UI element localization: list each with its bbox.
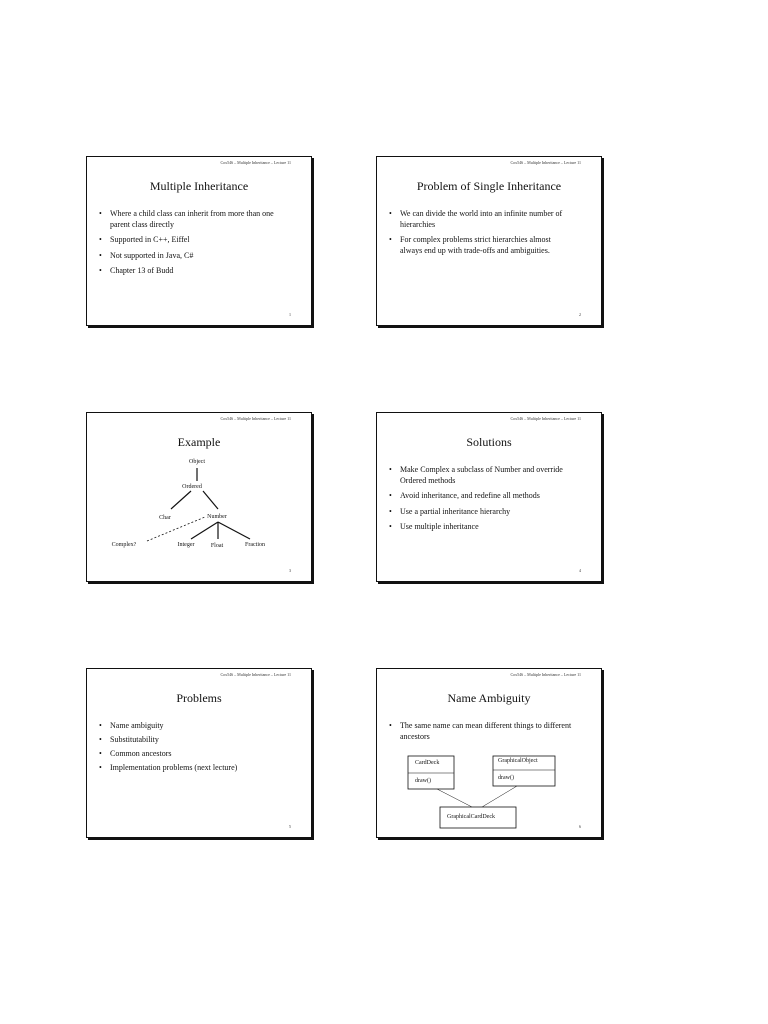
uml-graphical-object-method: draw() [498,775,514,781]
edge-number-integer [191,522,218,539]
slide-title: Problem of Single Inheritance [416,179,562,193]
hierarchy-diagram [87,413,311,581]
node-complex: Complex? [111,542,137,548]
bullet-item: • Name ambiguity [99,721,283,730]
bullet-item: • We can divide the world into an infinite number of hierarchies [389,209,573,230]
uml-card-deck-method: draw() [415,778,431,784]
slide-title: Example [177,435,221,449]
slide-header: Cox546 – Multiple Inheritance – Lecture 11 [220,416,291,421]
slide-header: Cox546 – Multiple Inheritance – Lecture 11 [510,672,581,677]
slide-number: 4 [579,568,581,573]
slide-title: Problems [176,691,222,705]
edge-complex-number-dashed [147,517,205,541]
slide-number: 2 [579,312,581,317]
slide-5 [86,668,312,838]
bullet-list [389,465,573,538]
uml-edge-card-deck [437,789,472,807]
slide-header: Cox546 – Multiple Inheritance – Lecture 11 [510,416,581,421]
slide-title: Name Ambiguity [447,691,531,705]
slide-header: Cox546 – Multiple Inheritance – Lecture 11 [510,160,581,165]
bullet-list [99,721,283,777]
node-object: Object [189,459,205,465]
bullet-item: • Avoid inheritance, and redefine all methods [389,491,573,502]
edge-number-fraction [218,522,250,539]
edge-ordered-char [171,491,191,509]
slide-title: Multiple Inheritance [149,179,249,193]
uml-connectors [377,669,601,837]
node-char: Char [159,515,171,521]
bullet-item: • Not supported in Java, C# [99,251,283,262]
bullet-item: • Use a partial inheritance hierarchy [389,507,573,518]
slide-2 [376,156,602,326]
slide-3 [86,412,312,582]
bullet-item: • Supported in C++, Eiffel [99,235,283,246]
slide-header: Cox546 – Multiple Inheritance – Lecture 11 [220,672,291,677]
bullet-list [389,209,573,261]
bullet-item: • The same name can mean different things to different ancestors [389,721,573,742]
node-ordered: Ordered [182,484,202,490]
slide-6 [376,668,602,838]
slide-title: Solutions [466,435,512,449]
bullet-item: • Where a child class can inherit from more than one parent class directly [99,209,283,230]
slide-number: 6 [579,824,581,829]
slide-number: 3 [289,568,291,573]
bullet-item: • For complex problems strict hierarchies almost always end up with trade-offs and ambiguities. [389,235,573,256]
uml-edge-graphical-object [482,786,517,807]
uml-card-deck-name: CardDeck [415,760,440,766]
node-integer: Integer [177,542,195,548]
bullet-item: • Make Complex a subclass of Number and override Ordered methods [389,465,573,486]
slide-header: Cox546 – Multiple Inheritance – Lecture 11 [220,160,291,165]
uml-graphical-card-deck-name: GraphicalCardDeck [447,814,495,820]
slide-number: 5 [289,824,291,829]
slide-4 [376,412,602,582]
bullet-item: • Substitutability [99,735,283,744]
node-float: Float [210,543,224,549]
bullet-item: • Use multiple inheritance [389,522,573,533]
bullet-list [99,209,283,282]
uml-graphical-object-name: GraphicalObject [498,758,538,764]
bullet-item: • Implementation problems (next lecture) [99,763,283,772]
bullet-item: • Common ancestors [99,749,283,758]
bullet-item: • Chapter 13 of Budd [99,266,283,277]
slide-number: 1 [289,312,291,317]
edge-ordered-number [203,491,218,509]
node-fraction: Fraction [245,542,265,548]
node-number: Number [207,514,227,520]
slide-1 [86,156,312,326]
